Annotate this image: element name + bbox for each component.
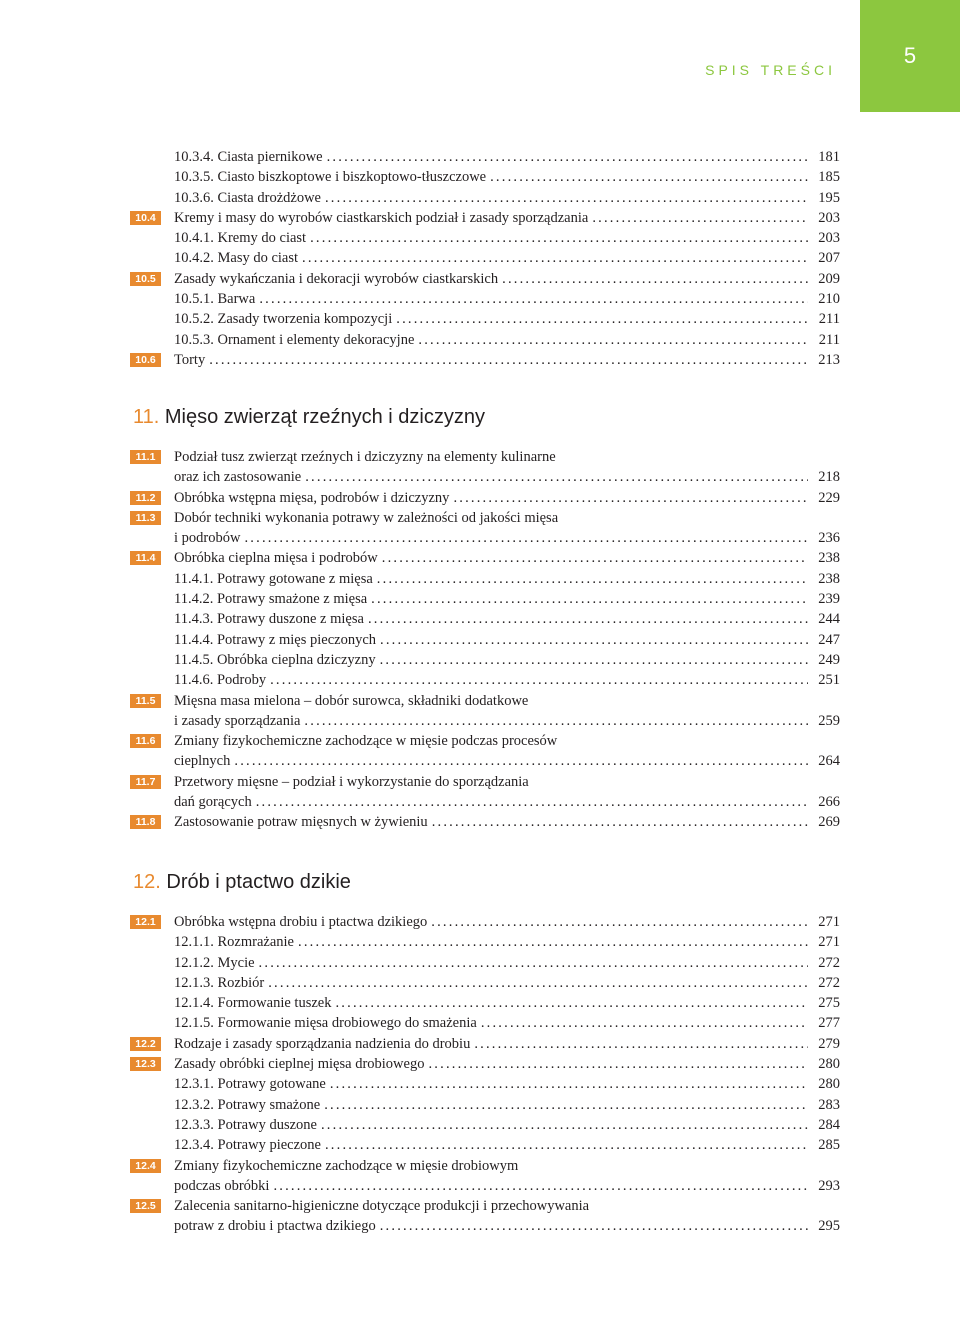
dot-leader [304, 711, 808, 731]
toc-entry-title: 12.3.2. Potrawy smażone [174, 1096, 321, 1113]
section-number-badge: 12.5 [130, 1199, 161, 1213]
toc-entry-title: 10.4.2. Masy do ciast [174, 250, 299, 267]
dot-leader [431, 912, 808, 932]
toc-entry[interactable] [130, 447, 840, 467]
toc-entry[interactable] [130, 147, 840, 167]
toc-entry-page: 181 [818, 149, 840, 165]
toc-entry-title: 10.3.5. Ciasto biszkoptowe i biszkoptowo-tłuszczowe [174, 169, 487, 186]
dot-leader [592, 208, 808, 228]
dot-leader [259, 289, 808, 309]
section-number-badge: 11.6 [130, 734, 161, 748]
toc-entry[interactable] [130, 1196, 840, 1216]
toc-entry-page: 238 [818, 570, 840, 587]
toc-entry-page: 271 [818, 934, 840, 951]
dot-leader [273, 1176, 808, 1196]
section-number-badge: 11.3 [130, 511, 161, 525]
dot-leader [259, 953, 808, 973]
toc-entry-page: 203 [818, 230, 840, 247]
toc-entry-page: 280 [818, 1056, 840, 1073]
chapter-number: 11. [133, 406, 160, 428]
dot-leader [268, 973, 808, 993]
dot-leader [453, 488, 808, 508]
toc-entry[interactable] [130, 330, 840, 350]
toc-entry-title: 11.4.4. Potrawy z mięs pieczonych [174, 631, 377, 648]
toc-entry-title: 11.4.5. Obróbka cieplna dziczyzny [174, 651, 376, 668]
toc-entry[interactable] [130, 1135, 840, 1155]
page-number-tab: 5 [860, 0, 960, 112]
dot-leader [244, 528, 808, 548]
toc-entry[interactable] [130, 569, 840, 589]
dot-leader [298, 932, 808, 952]
toc-entry-title: Dobór techniki wykonania potrawy w zależności od jakości mięsa [174, 509, 559, 526]
toc-entry-title: 12.1.2. Mycie [174, 954, 255, 971]
toc-entry-page: 283 [818, 1096, 840, 1113]
toc-entry-title: Obróbka wstępna mięsa, podrobów i dziczyzny [174, 489, 450, 506]
toc-entry-title: Rodzaje i zasady sporządzania nadzienia do drobiu [174, 1035, 471, 1052]
chapter-heading-12 [133, 871, 351, 894]
toc-entry-page: 195 [818, 189, 840, 206]
toc-entry[interactable] [130, 528, 840, 548]
toc-entry-page: 239 [818, 591, 840, 608]
toc-entry-title: 12.1.3. Rozbiór [174, 974, 265, 991]
dot-leader [324, 1095, 808, 1115]
dot-leader [380, 650, 808, 670]
section-number-badge: 11.5 [130, 694, 161, 708]
toc-entry[interactable] [130, 167, 840, 187]
section-number-badge: 11.7 [130, 775, 161, 789]
section-number-badge: 12.1 [130, 915, 161, 929]
toc-entry-title: Kremy i masy do wyrobów ciastkarskich podział i zasady sporządzania [174, 209, 589, 226]
toc-entry-title: Zmiany fizykochemiczne zachodzące w mięsie podczas procesów [174, 733, 558, 750]
toc-entry-page: 277 [818, 1015, 840, 1032]
dot-leader [310, 228, 808, 248]
toc-entry[interactable] [130, 269, 840, 289]
toc-entry-page: 275 [818, 995, 840, 1012]
toc-entry-page: 238 [818, 550, 840, 567]
toc-entry[interactable] [130, 548, 840, 568]
toc-entry-page: 213 [818, 351, 840, 368]
toc-entry-title: 10.4.1. Kremy do ciast [174, 230, 307, 247]
toc-entry-title: podczas obróbki [174, 1177, 270, 1194]
toc-entry-title: Zmiany fizykochemiczne zachodzące w mięsie drobiowym [174, 1157, 519, 1174]
toc-entry[interactable] [130, 993, 840, 1013]
toc-entry[interactable] [130, 812, 840, 832]
toc-entry-page: 293 [818, 1177, 840, 1194]
toc-entry-title: Zasady obróbki cieplnej mięsa drobiowego [174, 1056, 425, 1073]
dot-leader [481, 1013, 808, 1033]
dot-leader [474, 1034, 808, 1054]
toc-entry-title: Zalecenia sanitarno-higieniczne dotyczące produkcji i przechowywania [174, 1198, 590, 1215]
toc-entry[interactable] [130, 589, 840, 609]
toc-entry-page: 203 [818, 209, 840, 226]
toc-entry-page: 269 [818, 814, 840, 831]
toc-entry-title: i podrobów [174, 530, 241, 547]
toc-entry[interactable] [130, 188, 840, 208]
section-number-badge: 12.4 [130, 1159, 161, 1173]
toc-entry-title: Zasady wykańczania i dekoracji wyrobów ciastkarskich [174, 270, 499, 287]
toc-entry-page: 244 [818, 611, 840, 628]
toc-entry[interactable] [130, 1115, 840, 1135]
toc-entry[interactable] [130, 731, 840, 751]
section-number-badge: 12.2 [130, 1037, 161, 1051]
toc-entry-page: 280 [818, 1076, 840, 1093]
toc-entry[interactable] [130, 711, 840, 731]
toc-entry[interactable] [130, 953, 840, 973]
toc-entry-title: 12.3.4. Potrawy pieczone [174, 1137, 321, 1154]
toc-entry-page: 185 [818, 169, 840, 186]
toc-entry-page: 264 [818, 753, 840, 770]
toc-entry[interactable] [130, 248, 840, 268]
section-number-badge: 10.6 [130, 353, 161, 367]
dot-leader [335, 993, 808, 1013]
toc-entry-page: 207 [818, 250, 840, 267]
toc-block-chapter11 [130, 447, 840, 833]
toc-entry-title: cieplnych [174, 753, 231, 770]
toc-entry[interactable] [130, 630, 840, 650]
toc-entry-title: Torty [174, 351, 206, 368]
dot-leader [305, 467, 808, 487]
toc-entry-page: 284 [818, 1116, 840, 1133]
toc-entry-page: 229 [818, 489, 840, 506]
toc-entry[interactable] [130, 1216, 840, 1236]
toc-entry[interactable] [130, 228, 840, 248]
toc-entry-title: 11.4.3. Potrawy duszone z mięsa [174, 611, 364, 628]
dot-leader [234, 751, 808, 771]
toc-entry-title: Zastosowanie potraw mięsnych w żywieniu [174, 814, 428, 831]
toc-entry[interactable] [130, 1176, 840, 1196]
toc-entry-title: 10.3.6. Ciasta drożdżowe [174, 189, 321, 206]
toc-entry-page: 295 [818, 1218, 840, 1235]
dot-leader [256, 792, 808, 812]
toc-entry-page: 272 [818, 954, 840, 971]
toc-entry[interactable] [130, 932, 840, 952]
toc-entry-title: dań gorących [174, 794, 252, 811]
toc-entry-page: 271 [818, 914, 840, 930]
dot-leader [490, 167, 808, 187]
toc-entry[interactable] [130, 208, 840, 228]
toc-entry-page: 249 [818, 651, 840, 668]
dot-leader [377, 569, 808, 589]
toc-entry-page: 259 [818, 712, 840, 729]
toc-entry-title: oraz ich zastosowanie [174, 469, 302, 486]
dot-leader [382, 548, 808, 568]
toc-entry-page: 211 [818, 311, 840, 328]
toc-entry-page: 272 [818, 974, 840, 991]
dot-leader [270, 670, 808, 690]
toc-entry-title: 11.4.6. Podroby [174, 672, 267, 689]
toc-entry[interactable] [130, 751, 840, 771]
toc-entry[interactable] [130, 508, 840, 528]
toc-entry[interactable] [130, 467, 840, 487]
toc-entry[interactable] [130, 350, 840, 370]
toc-entry[interactable] [130, 973, 840, 993]
toc-entry-page: 209 [818, 270, 840, 287]
toc-entry[interactable] [130, 1095, 840, 1115]
toc-entry-title: 11.4.2. Potrawy smażone z mięsa [174, 591, 368, 608]
dot-leader [396, 309, 808, 329]
toc-entry-title: 12.1.1. Rozmrażanie [174, 934, 294, 951]
toc-entry-page: 210 [818, 291, 840, 308]
dot-leader [428, 1054, 808, 1074]
section-number-badge: 11.2 [130, 491, 161, 505]
toc-entry-page: 285 [818, 1137, 840, 1154]
section-number-badge: 10.5 [130, 272, 161, 286]
header-label: SPIS TREŚCI [705, 62, 836, 78]
toc-entry-page: 236 [818, 530, 840, 547]
toc-entry[interactable] [130, 1034, 840, 1054]
dot-leader [209, 350, 808, 370]
toc-entry-title: Podział tusz zwierząt rzeźnych i dziczyzny na elementy kulinarne [174, 449, 556, 465]
toc-entry-title: 10.5.2. Zasady tworzenia kompozycji [174, 311, 393, 328]
toc-entry[interactable] [130, 309, 840, 329]
toc-entry-title: Obróbka cieplna mięsa i podrobów [174, 550, 378, 567]
toc-entry[interactable] [130, 650, 840, 670]
toc-entry-title: 12.1.5. Formowanie mięsa drobiowego do smażenia [174, 1015, 477, 1032]
toc-entry-page: 251 [818, 672, 840, 689]
toc-entry[interactable] [130, 488, 840, 508]
toc-entry[interactable] [130, 1074, 840, 1094]
toc-entry-page: 211 [818, 331, 840, 348]
toc-entry-title: 10.5.3. Ornament i elementy dekoracyjne [174, 331, 415, 348]
toc-entry-title: Obróbka wstępna drobiu i ptactwa dzikiego [174, 914, 428, 930]
dot-leader [380, 630, 808, 650]
toc-entry-title: potraw z drobiu i ptactwa dzikiego [174, 1218, 376, 1235]
dot-leader [302, 248, 808, 268]
toc-block-chapter12 [130, 912, 840, 1237]
toc-entry-title: 10.5.1. Barwa [174, 291, 256, 308]
toc-entry-title: i zasady sporządzania [174, 712, 301, 729]
dot-leader [325, 1135, 808, 1155]
toc-entry[interactable] [130, 289, 840, 309]
section-number-badge: 11.1 [130, 450, 161, 464]
toc-entry-page: 266 [818, 794, 840, 811]
dot-leader [380, 1216, 808, 1236]
toc-entry-title: 10.3.4. Ciasta piernikowe [174, 149, 323, 165]
toc-entry-title: Przetwory mięsne – podział i wykorzystanie do sporządzania [174, 773, 529, 790]
chapter-heading-11 [133, 406, 485, 429]
section-number-badge: 10.4 [130, 211, 161, 225]
toc-entry[interactable] [130, 1156, 840, 1176]
toc-entry-page: 247 [818, 631, 840, 648]
dot-leader [368, 609, 808, 629]
dot-leader [502, 269, 808, 289]
toc-entry-title: 11.4.1. Potrawy gotowane z mięsa [174, 570, 373, 587]
section-number-badge: 11.4 [130, 551, 161, 565]
toc-entry-title: 12.3.3. Potrawy duszone [174, 1116, 317, 1133]
dot-leader [432, 812, 808, 832]
section-number-badge: 12.3 [130, 1057, 161, 1071]
chapter-number: 12. [133, 871, 161, 893]
toc-entry[interactable] [130, 609, 840, 629]
toc-entry-title: Mięsna masa mielona – dobór surowca, składniki dodatkowe [174, 692, 529, 709]
section-number-badge: 11.8 [130, 815, 161, 829]
toc-entry-page: 218 [818, 469, 840, 486]
toc-entry-title: 12.3.1. Potrawy gotowane [174, 1076, 326, 1093]
dot-leader [327, 147, 808, 167]
dot-leader [371, 589, 808, 609]
toc-entry[interactable] [130, 772, 840, 792]
chapter-title: Mięso zwierząt rzeźnych i dziczyzny [164, 406, 485, 428]
dot-leader [325, 188, 808, 208]
dot-leader [330, 1074, 808, 1094]
toc-entry[interactable] [130, 691, 840, 711]
toc-entry[interactable] [130, 1013, 840, 1033]
chapter-title: Drób i ptactwo dzikie [166, 871, 351, 893]
toc-entry-title: 12.1.4. Formowanie tuszek [174, 995, 332, 1012]
toc-block-chapter10 [130, 147, 840, 370]
toc-entry[interactable] [130, 1054, 840, 1074]
dot-leader [321, 1115, 808, 1135]
toc-entry-page: 279 [818, 1035, 840, 1052]
toc-entry[interactable] [130, 792, 840, 812]
toc-entry[interactable] [130, 912, 840, 932]
dot-leader [418, 330, 808, 350]
toc-entry[interactable] [130, 670, 840, 690]
